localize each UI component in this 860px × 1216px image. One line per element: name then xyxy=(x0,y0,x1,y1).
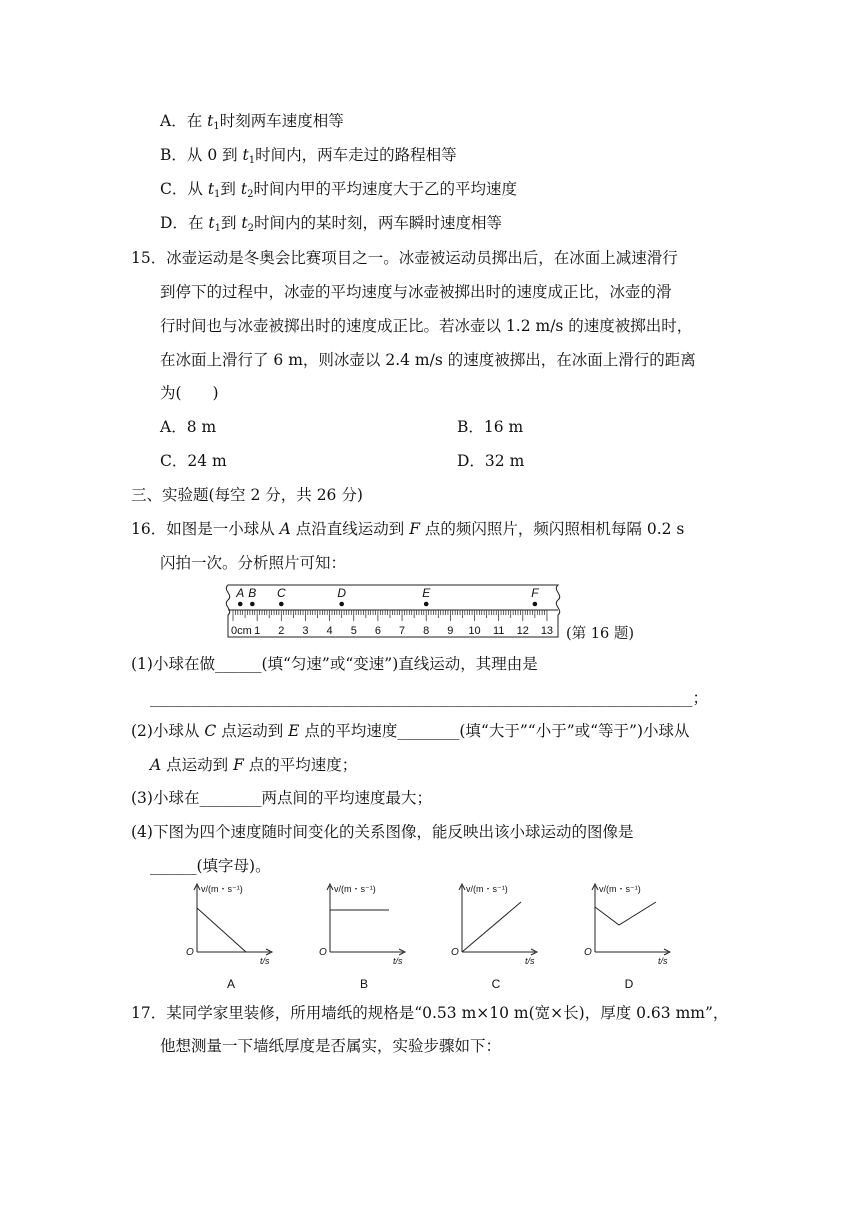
ruler-figure xyxy=(222,580,567,640)
ruler-point-d xyxy=(339,602,344,607)
ruler-point-label: D xyxy=(337,586,347,600)
ruler-point-e xyxy=(424,602,429,607)
ruler-tick-label: 8 xyxy=(423,625,430,637)
q16-sub4-line-2: ______(填字母)。 xyxy=(150,857,271,875)
q15-line-4: 在冰面上滑行了 6 m，则冰壶以 2.4 m/s 的速度被掷出，在冰面上滑行的距离 xyxy=(160,351,696,369)
graph-option-label: B xyxy=(359,977,369,991)
q16-sub2-line-1: (2)小球从 C 点运动到 E 点的平均速度________(填“大于”“小于”或“等于”)小球从 xyxy=(131,722,690,740)
ruler-unit-label: 0cm xyxy=(231,625,252,637)
ruler-point-label: C xyxy=(276,586,286,600)
q16-line-1: 16．如图是一小球从 A 点沿直线运动到 F 点的频闪照片，频闪照相机每隔 0.2 s xyxy=(131,520,685,538)
graph-origin-label: O xyxy=(584,947,592,958)
q16-sub3: (3)小球在________两点间的平均速度最大； xyxy=(131,789,432,807)
ruler-point-label: A xyxy=(236,586,245,600)
graph-x-label: t/s xyxy=(525,956,535,966)
option-q14-b: B．从 0 到 $t_1$时间内，两车走过的路程相等 xyxy=(160,146,457,166)
ruler-tick-label: 3 xyxy=(302,625,309,637)
graph-origin-label: O xyxy=(319,947,327,958)
graph-x-label: t/s xyxy=(658,956,668,966)
ruler-tick-label: 9 xyxy=(447,625,454,637)
graph-y-label: v/(m・s⁻¹) xyxy=(466,884,508,894)
graph-curve-a xyxy=(197,908,246,952)
q15-option-d: D．32 m xyxy=(457,452,525,470)
ruler-tick-label: 1 xyxy=(254,625,261,637)
ruler-point-c xyxy=(279,602,284,607)
ruler-tick-label: 11 xyxy=(492,625,505,637)
q16-sub4-line-1: (4)下图为四个速度随时间变化的关系图像，能反映出该小球运动的图像是 xyxy=(131,823,634,841)
option-q14-d: D．在 $t_1$到 $t_2$时间内的某时刻，两车瞬时速度相等 xyxy=(160,214,503,234)
q16-sub2-line-2: A 点运动到 F 点的平均速度； xyxy=(150,756,358,774)
graph-curve-c xyxy=(462,902,521,952)
ruler-point-label: E xyxy=(422,586,431,600)
ruler-tick-label: 2 xyxy=(278,625,285,637)
ruler-tick-label: 5 xyxy=(350,625,357,637)
graph-x-label: t/s xyxy=(393,956,403,966)
option-q14-c: C．从 $t_1$到 $t_2$时间内甲的平均速度大于乙的平均速度 xyxy=(160,180,517,200)
graph-curve-d xyxy=(595,902,656,925)
ruler-point-label: F xyxy=(531,586,539,600)
graph-origin-label: O xyxy=(186,947,194,958)
q15-line-3: 行时间也与冰壶被掷出时的速度成正比。若冰壶以 1.2 m/s 的速度被掷出时， xyxy=(160,317,693,335)
graph-origin-label: O xyxy=(451,947,459,958)
graph-option-label: A xyxy=(226,977,236,991)
q15-line-5: 为( ) xyxy=(160,384,219,402)
ruler-tick-label: 7 xyxy=(398,625,406,637)
q15-line-2: 到停下的过程中，冰壶的平均速度与冰壶被掷出时的速度成正比，冰壶的滑 xyxy=(160,283,672,301)
section-title: 三、实验题(每空 2 分，共 26 分) xyxy=(131,486,363,504)
graph-y-label: v/(m・s⁻¹) xyxy=(334,884,376,894)
q16-sub1-blank: ______________________________________________________________________； xyxy=(150,689,709,707)
vt-graphs xyxy=(180,880,680,995)
graph-y-label: v/(m・s⁻¹) xyxy=(201,884,243,894)
graph-y-label: v/(m・s⁻¹) xyxy=(599,884,641,894)
q15-line-1: 15．冰壶运动是冬奥会比赛项目之一。冰壶被运动员掷出后，在冰面上减速滑行 xyxy=(131,249,678,267)
ruler-point-b xyxy=(250,602,255,607)
q17-line-1: 17．某同学家里装修，所用墙纸的规格是“0.53 m×10 m(宽×长)，厚度 0.63 mm”， xyxy=(131,1004,729,1022)
ruler-tick-label: 6 xyxy=(374,625,381,637)
q15-option-b: B．16 m xyxy=(457,418,524,436)
ruler-tick-label: 4 xyxy=(326,625,333,637)
ruler-point-f xyxy=(533,602,538,607)
graph-option-label: D xyxy=(624,977,634,991)
graph-x-label: t/s xyxy=(260,956,270,966)
q15-option-c: C．24 m xyxy=(160,452,227,470)
ruler-caption: (第 16 题) xyxy=(566,626,634,642)
ruler-tick-label: 10 xyxy=(468,625,481,637)
ruler-point-a xyxy=(238,602,243,607)
q16-sub1: (1)小球在做______(填“匀速”或“变速”)直线运动，其理由是 xyxy=(131,655,538,673)
ruler-tick-label: 13 xyxy=(540,625,554,637)
q15-option-a: A．8 m xyxy=(160,418,217,436)
option-q14-a: A．在 $t_1$时刻两车速度相等 xyxy=(160,112,344,132)
q17-line-2: 他想测量一下墙纸厚度是否属实，实验步骤如下： xyxy=(160,1037,502,1055)
ruler-point-label: B xyxy=(248,586,257,600)
q16-line-2: 闪拍一次。分析照片可知： xyxy=(160,554,347,572)
ruler-tick-label: 12 xyxy=(516,625,529,637)
graph-option-label: C xyxy=(491,977,501,991)
